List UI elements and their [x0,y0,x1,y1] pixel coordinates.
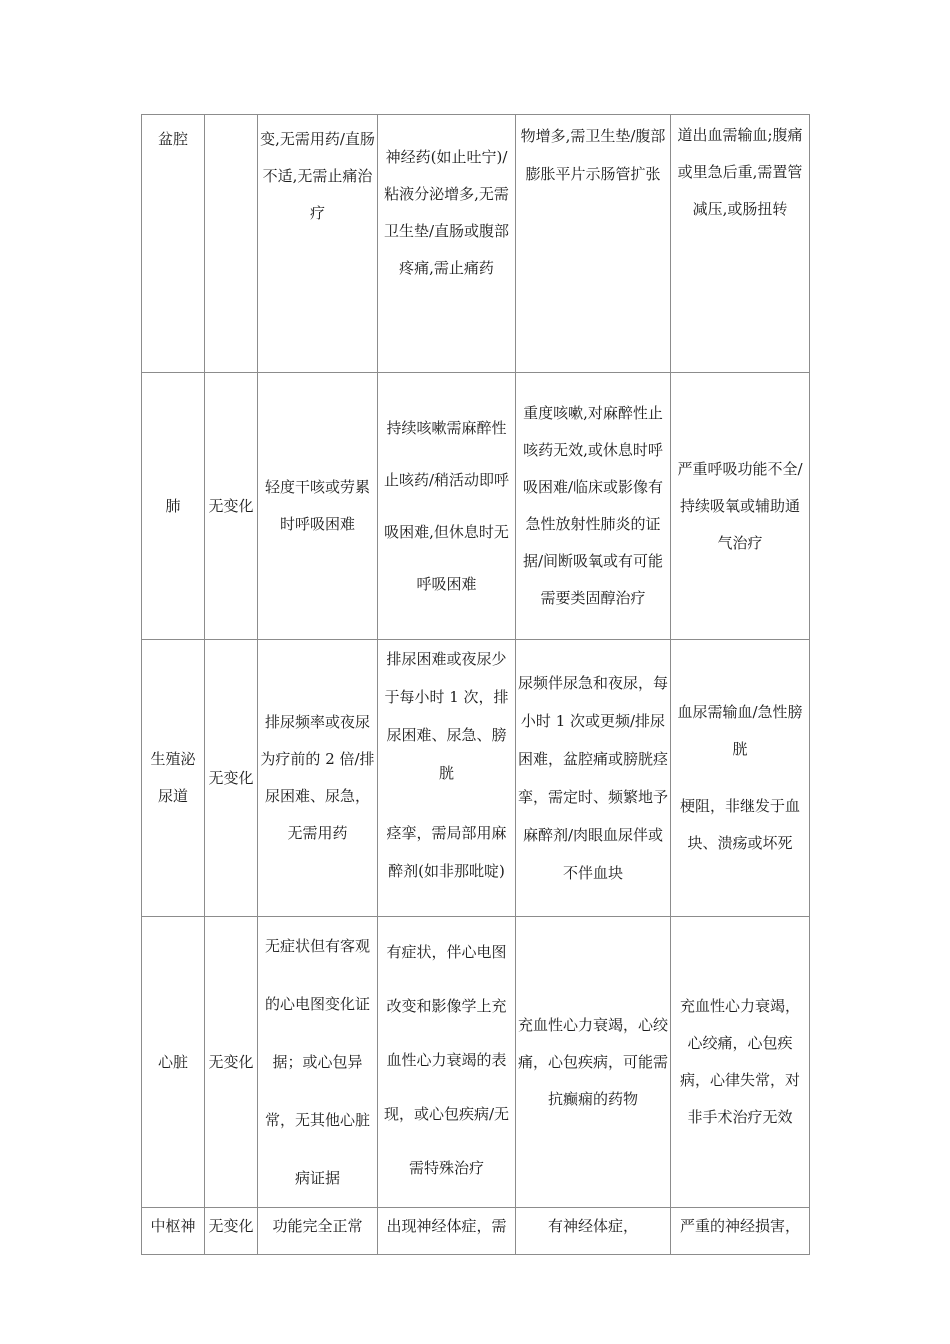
grade-3-cell: 尿频伴尿急和夜尿，每小时 1 次或更频/排尿困难，盆腔痛或膀胱痉挛，需定时、频繁地予麻醉剂/肉眼血尿伴或不伴血块 [516,640,671,917]
grade-0-cell [205,115,258,373]
grade-4-text-part-2: 梗阻，非继发于血块、溃疡或坏死 [679,797,800,852]
grade-0-cell: 无变化 [205,373,258,640]
table-row [142,640,810,917]
organ-cell: 盆腔 [142,115,205,373]
grade-2-text-part-1: 排尿困难或夜尿少于每小时 1 次，排尿困难、尿急、膀胱 [384,650,509,782]
grade-4-text-part-1: 血尿需输血/急性膀胱 [677,703,803,758]
grade-3-cell: 物增多,需卫生垫/腹部膨胀平片示肠管扩张 [516,115,671,373]
organ-cell: 心脏 [142,917,205,1208]
table-row [142,1208,810,1255]
table-row [142,373,810,640]
grade-2-cell [378,640,516,917]
table-row [142,917,810,1208]
grade-2-text-part-2: 痉挛，需局部用麻醉剂(如非那吡啶) [386,824,507,880]
grade-3-cell: 有神经体症， [516,1208,671,1255]
grade-1-cell: 变,无需用药/直肠不适,无需止痛治疗 [258,115,378,373]
grade-0-cell: 无变化 [205,640,258,917]
grade-0-cell: 无变化 [205,917,258,1208]
grade-4-cell: 充血性心力衰竭，心绞痛，心包疾病，心律失常，对非手术治疗无效 [671,917,810,1208]
grade-4-cell [671,640,810,917]
toxicity-grading-table [141,114,810,1255]
grade-1-cell: 排尿频率或夜尿为疗前的 2 倍/排尿困难、尿急，无需用药 [258,640,378,917]
grade-4-cell: 道出血需输血;腹痛或里急后重,需置管减压,或肠扭转 [671,115,810,373]
organ-cell: 肺 [142,373,205,640]
grade-3-cell: 充血性心力衰竭，心绞痛，心包疾病，可能需抗癫痫的药物 [516,917,671,1208]
grade-2-cell: 有症状，伴心电图改变和影像学上充血性心力衰竭的表现，或心包疾病/无需特殊治疗 [378,917,516,1208]
grade-1-cell: 轻度干咳或劳累时呼吸困难 [258,373,378,640]
table-row [142,115,810,373]
organ-cell: 中枢神 [142,1208,205,1255]
grade-4-cell: 严重的神经损害， [671,1208,810,1255]
grade-0-cell: 无变化 [205,1208,258,1255]
grade-4-cell: 严重呼吸功能不全/持续吸氧或辅助通气治疗 [671,373,810,640]
grade-1-cell: 无症状但有客观的心电图变化证据；或心包异常，无其他心脏病证据 [258,917,378,1208]
organ-cell: 生殖泌尿道 [142,640,205,917]
grade-1-cell: 功能完全正常 [258,1208,378,1255]
grade-3-cell: 重度咳嗽,对麻醉性止咳药无效,或休息时呼吸困难/临床或影像有急性放射性肺炎的证据/间断吸氧或有可能需要类固醇治疗 [516,373,671,640]
grade-2-cell: 神经药(如止吐宁)/粘液分泌增多,无需卫生垫/直肠或腹部疼痛,需止痛药 [378,115,516,373]
grade-2-cell: 出现神经体症，需 [378,1208,516,1255]
grade-2-cell: 持续咳嗽需麻醉性止咳药/稍活动即呼吸困难,但休息时无呼吸困难 [378,373,516,640]
